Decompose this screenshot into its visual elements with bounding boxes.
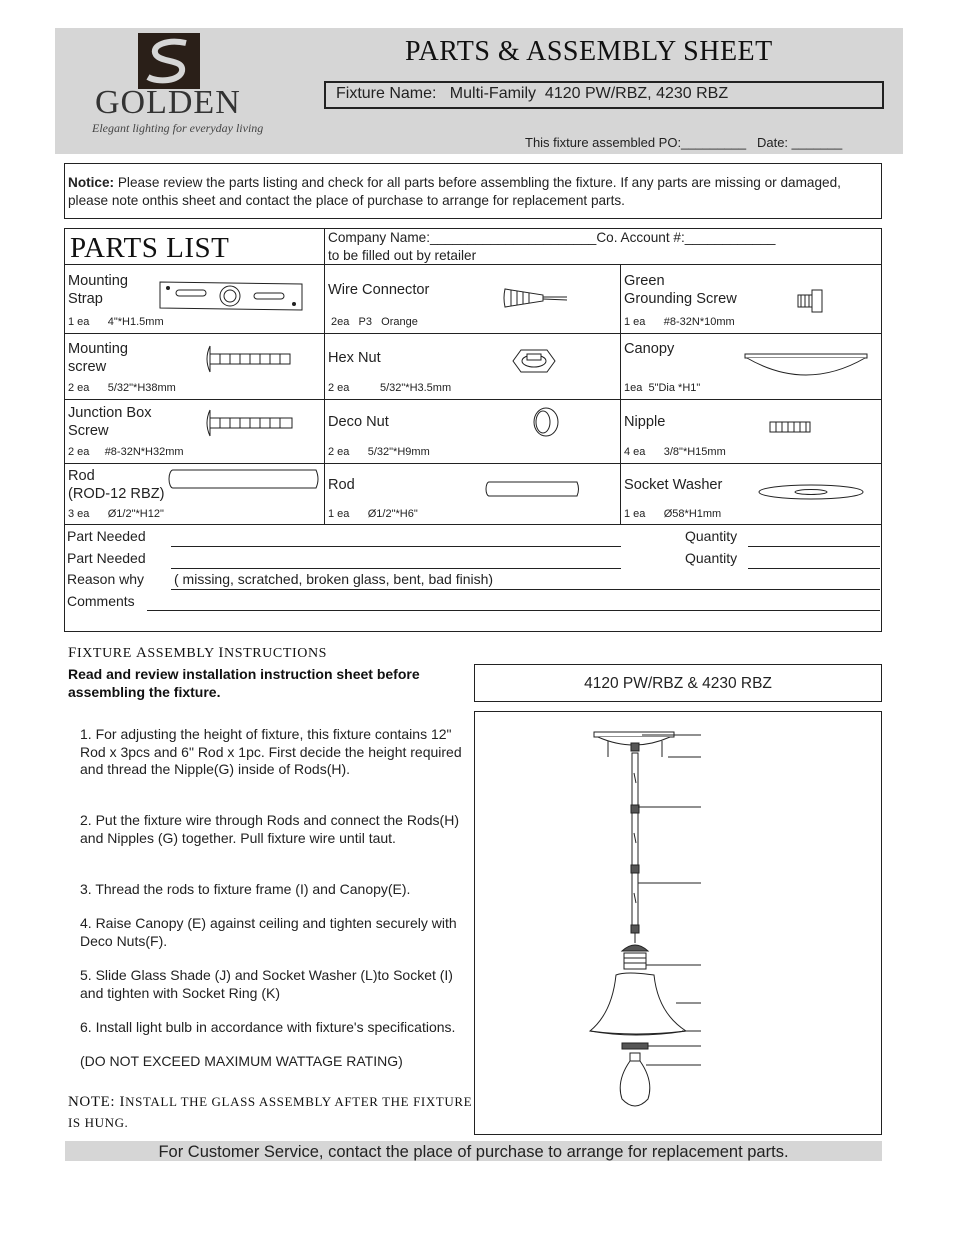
instructions-heading: FIXTURE ASSEMBLY INSTRUCTIONS (68, 645, 328, 661)
table-divider (620, 264, 621, 525)
instruction-step-2: 2. Put the fixture wire through Rods and connect the Rods(H) and Nipples (G) together. Pull fixture wire until taut. (80, 812, 459, 846)
rod-6-icon (483, 480, 581, 498)
part-qty-socket-washer: 1 ea Ø58*H1mm (624, 508, 722, 520)
grounding-screw-icon (796, 288, 824, 314)
quantity-label-1: Quantity (685, 528, 738, 544)
table-divider (64, 524, 882, 525)
deco-nut-icon (532, 406, 560, 438)
table-divider (324, 228, 325, 265)
brand-tagline: Elegant lighting for everyday living (92, 121, 264, 135)
part-qty-junction-box-screw: 2 ea #8-32N*H32mm (68, 446, 184, 458)
table-divider (324, 264, 325, 525)
part-name-canopy: Canopy (624, 341, 675, 357)
notice-body: Please review the parts listing and check for all parts before assembling the fixture. If any parts are missing or damaged, please note onthis sheet and contact the place of purchase to arrange for replacement parts. (68, 175, 841, 208)
part-qty-rod-6: 1 ea Ø1/2"*H6" (328, 508, 418, 520)
table-divider (64, 333, 882, 334)
part-qty-wire-connector: 2ea P3 Orange (331, 316, 418, 328)
comments-line[interactable] (147, 610, 880, 611)
wattage-warning: (DO NOT EXCEED MAXIMUM WATTAGE RATING) (80, 1053, 403, 1069)
part-qty-rod-12: 3 ea Ø1/2"*H12" (68, 508, 164, 520)
notice-label: Notice: (68, 175, 115, 190)
golden-logo-icon (138, 33, 200, 89)
instruction-step-1: 1. For adjusting the height of fixture, this fixture contains 12" Rod x 3pcs and 6" Rod x 1pc. First decide the height required and thread the Nipple(G) inside of Rods(H). (80, 726, 462, 777)
company-name-field[interactable]: Company Name:______________________Co. Account #:____________ (328, 230, 776, 245)
part-qty-mounting-strap: 1 ea 4"*H1.5mm (68, 316, 164, 328)
part-qty-hex-nut: 2 ea 5/32"*H3.5mm (328, 382, 452, 394)
instruction-step-6: 6. Install light bulb in accordance with fixture's specifications. (80, 1019, 456, 1035)
part-needed-line-1[interactable] (171, 546, 621, 547)
part-name-socket-washer: Socket Washer (624, 477, 723, 493)
part-qty-nipple: 4 ea 3/8"*H15mm (624, 446, 726, 458)
instruction-step-3: 3. Thread the rods to fixture frame (I) and Canopy(E). (80, 881, 411, 897)
socket-washer-icon (756, 483, 866, 501)
table-divider (64, 463, 882, 464)
part-name-grounding-screw: Green Grounding Screw (624, 273, 737, 307)
fixture-name: Fixture Name: Multi-Family 4120 PW/RBZ, 4230 RBZ (336, 85, 729, 102)
glass-assembly-note: NOTE: INSTALL THE GLASS ASSEMBLY AFTER THE FIXTURE IS HUNG. (68, 1094, 473, 1130)
part-name-nipple: Nipple (624, 414, 666, 430)
parts-list-title: PARTS LIST (70, 232, 230, 264)
table-divider (64, 264, 882, 265)
part-needed-label-2: Part Needed (67, 550, 146, 566)
page-title: PARTS & ASSEMBLY SHEET (405, 36, 773, 67)
reason-line[interactable] (171, 589, 880, 590)
retailer-note: to be filled out by retailer (328, 248, 477, 263)
reason-label: Reason why (67, 571, 145, 587)
part-name-wire-connector: Wire Connector (328, 282, 430, 298)
model-label: 4120 PW/RBZ & 4230 RBZ (584, 675, 772, 692)
instruction-step-4: 4. Raise Canopy (E) against ceiling and tighten securely with Deco Nuts(F). (80, 915, 457, 949)
part-name-mounting-screw: Mounting screw (68, 341, 129, 375)
po-date-line[interactable]: This fixture assembled PO:_________ Date: _______ (525, 135, 843, 150)
part-name-junction-box-screw: Junction Box Screw (68, 405, 152, 439)
customer-service-note: For Customer Service, contact the place of purchase to arrange for replacement parts. (158, 1143, 789, 1161)
reason-hint: ( missing, scratched, broken glass, bent, bad finish) (174, 571, 494, 587)
part-qty-deco-nut: 2 ea 5/32"*H9mm (328, 446, 430, 458)
part-qty-canopy: 1ea 5"Dia *H1" (624, 382, 701, 394)
canopy-icon (743, 352, 869, 382)
nipple-icon (768, 420, 812, 434)
brand-name: GOLDEN (95, 84, 241, 121)
quantity-line-1[interactable] (748, 546, 880, 547)
assembly-diagram-icon (476, 713, 878, 1131)
part-name-rod-12: Rod (ROD-12 RBZ) (68, 468, 165, 502)
quantity-label-2: Quantity (685, 550, 738, 566)
part-qty-grounding-screw: 1 ea #8-32N*10mm (624, 316, 735, 328)
part-name-rod-6: Rod (328, 477, 355, 493)
part-name-mounting-strap: Mounting Strap (68, 273, 129, 307)
instructions-bold-note: Read and review installation instruction sheet before assembling the fixture. (68, 666, 420, 700)
junction-box-screw-icon (202, 408, 296, 438)
part-needed-line-2[interactable] (171, 568, 621, 569)
wire-connector-icon (503, 283, 569, 313)
part-name-deco-nut: Deco Nut (328, 414, 389, 430)
mounting-screw-icon (202, 344, 294, 374)
comments-label: Comments (67, 593, 135, 609)
part-qty-mounting-screw: 2 ea 5/32"*H38mm (68, 382, 176, 394)
notice-text (68, 174, 876, 210)
hex-nut-icon (511, 348, 557, 374)
instruction-step-5: 5. Slide Glass Shade (J) and Socket Washer (L)to Socket (I) and tighten with Socket Ring (K) (80, 967, 453, 1001)
table-divider (64, 399, 882, 400)
quantity-line-2[interactable] (748, 568, 880, 569)
part-needed-label-1: Part Needed (67, 528, 146, 544)
mounting-strap-icon (158, 276, 304, 316)
part-name-hex-nut: Hex Nut (328, 350, 381, 366)
rod-12-icon (166, 468, 322, 490)
